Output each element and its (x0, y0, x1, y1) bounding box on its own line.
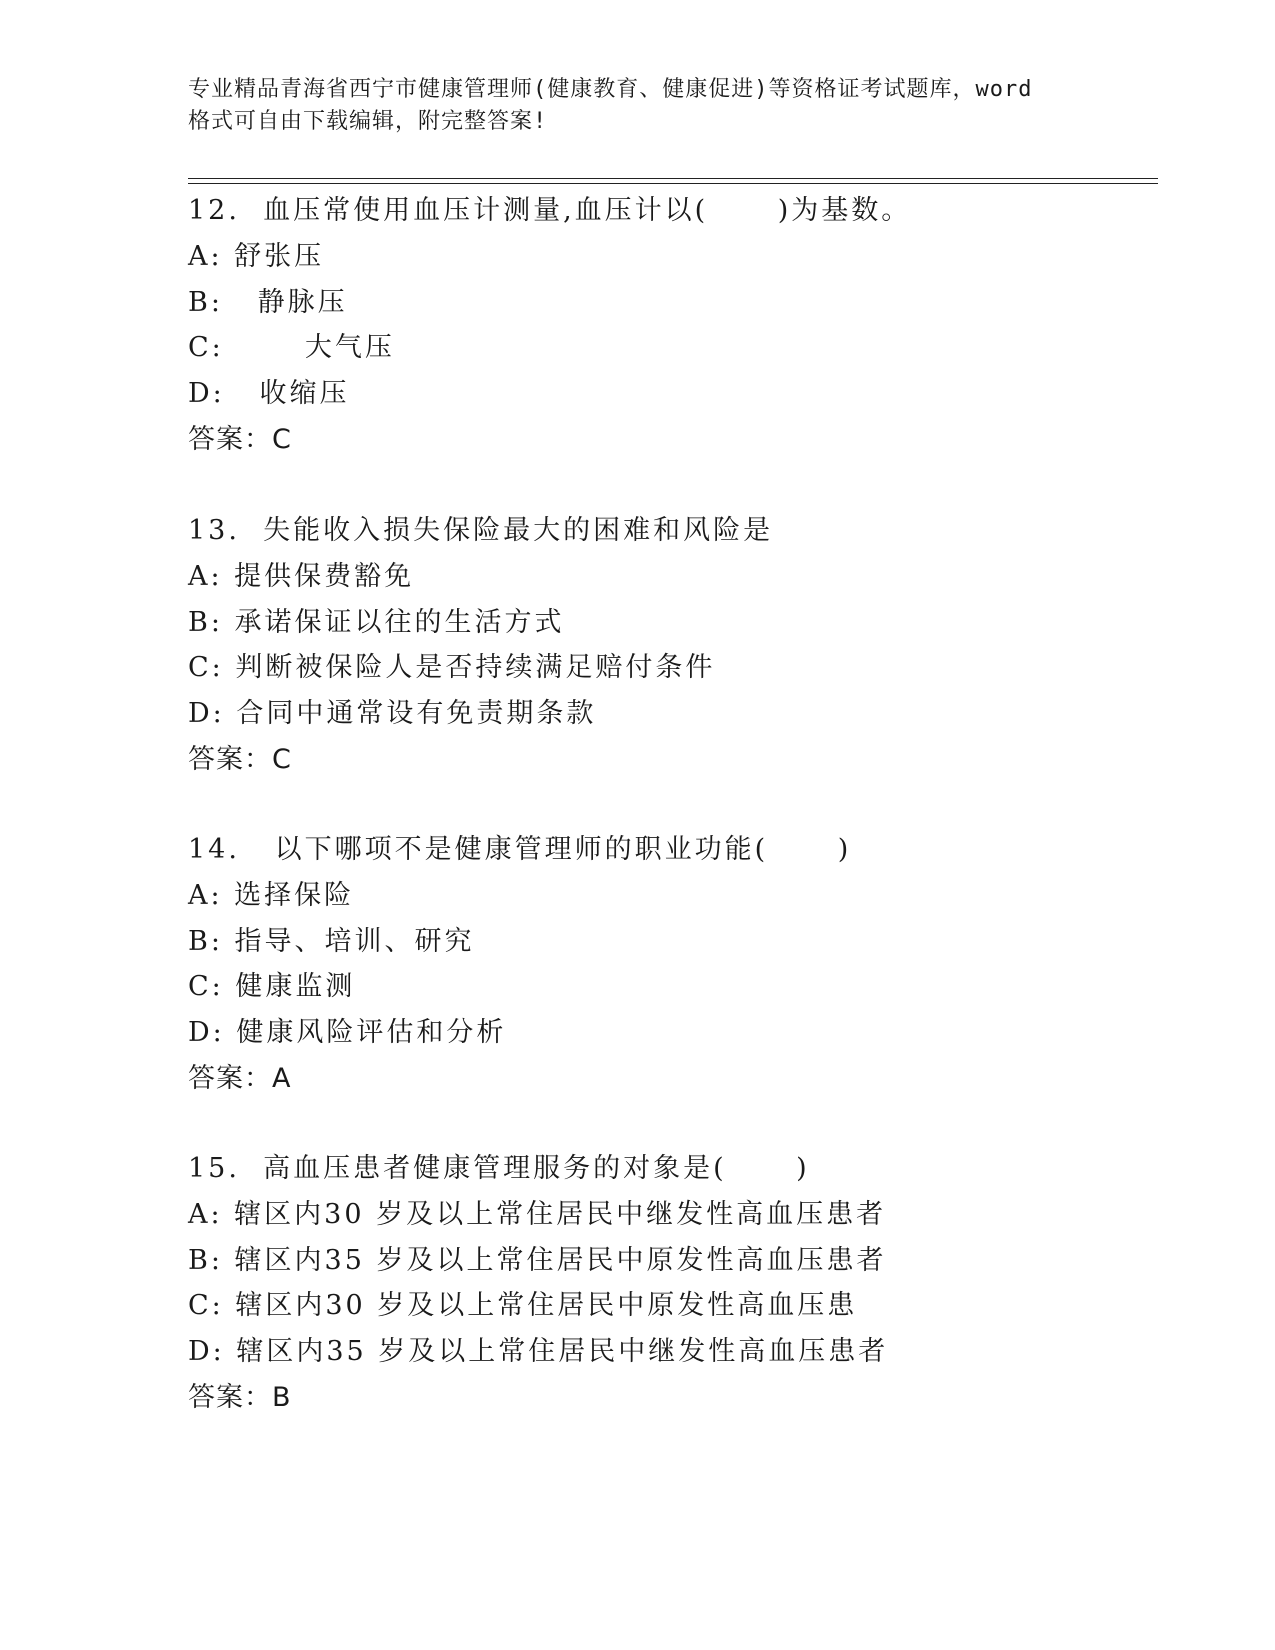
document-header (188, 74, 1088, 138)
option-d: D: 健康风险评估和分析 (188, 1017, 507, 1049)
answer: 答案：A (188, 1062, 292, 1094)
option-d: D: 收缩压 (188, 378, 350, 410)
question-14 (188, 827, 1148, 1102)
question-12 (188, 188, 1148, 463)
option-a: A: 辖区内30 岁及以上常住居民中继发性高血压患者 (188, 1198, 887, 1230)
question-stem: 15. 高血压患者健康管理服务的对象是( ) (188, 1153, 810, 1184)
question-15 (188, 1146, 1148, 1421)
header-line-1: 专业精品青海省西宁市健康管理师(健康教育、健康促进)等资格证考试题库，word (188, 77, 1033, 102)
answer: 答案：C (188, 423, 292, 455)
option-c: C: 大气压 (188, 332, 395, 364)
option-b: B: 辖区内35 岁及以上常住居民中原发性高血压患者 (188, 1244, 887, 1276)
option-c: C: 判断被保险人是否持续满足赔付条件 (188, 652, 716, 684)
question-13 (188, 508, 1148, 783)
header-divider-top (188, 178, 1158, 179)
option-a: A: 提供保费豁免 (188, 560, 415, 592)
question-stem: 13. 失能收入损失保险最大的困难和风险是 (188, 515, 774, 546)
option-c: C: 辖区内30 岁及以上常住居民中原发性高血压患 (188, 1290, 858, 1322)
option-a: A: 舒张压 (188, 240, 325, 272)
option-d: D: 辖区内35 岁及以上常住居民中继发性高血压患者 (188, 1336, 889, 1368)
question-stem: 12. 血压常使用血压计测量,血压计以( )为基数。 (188, 195, 912, 226)
option-a: A: 选择保险 (188, 879, 355, 911)
answer: 答案：C (188, 743, 292, 775)
option-b: B: 指导、培训、研究 (188, 925, 475, 957)
header-line-2: 格式可自由下载编辑，附完整答案! (188, 109, 548, 134)
answer: 答案：B (188, 1381, 292, 1413)
question-stem: 14. 以下哪项不是健康管理师的职业功能( ) (188, 834, 852, 865)
option-b: B: 承诺保证以往的生活方式 (188, 606, 565, 638)
option-b: B: 静脉压 (188, 286, 348, 318)
option-c: C: 健康监测 (188, 971, 356, 1003)
header-divider-bottom (188, 183, 1158, 184)
option-d: D: 合同中通常设有免责期条款 (188, 698, 597, 730)
